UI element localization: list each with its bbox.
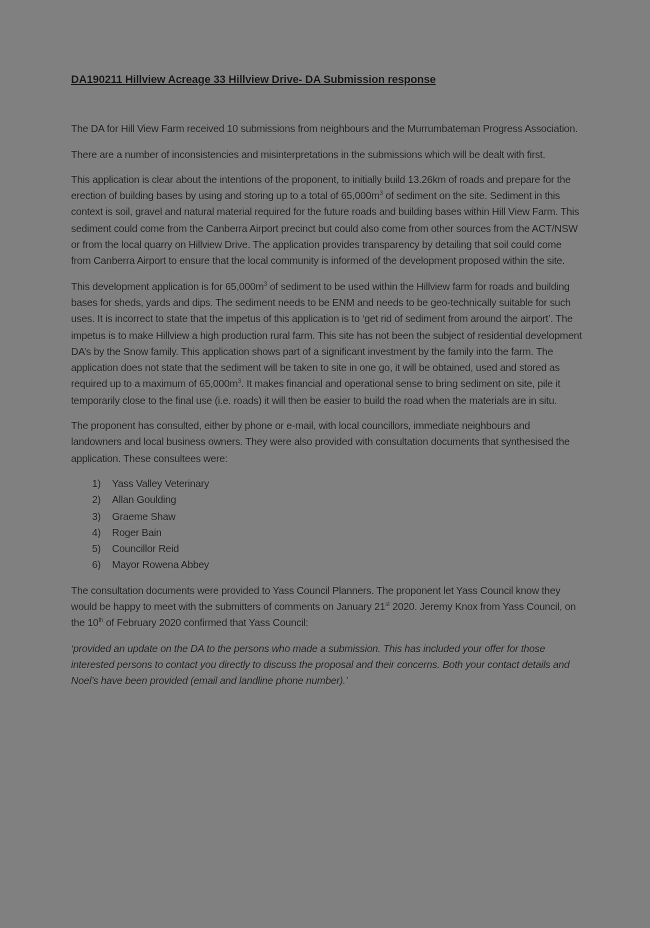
consultee-name: Mayor Rowena Abbey [112,560,209,572]
paragraph-submissions-received: The DA for Hill View Farm received 10 submissions from neighbours and the Murrumbateman Progress Association. [71,124,578,136]
paragraph-sediment-volume [71,280,583,410]
superscript: th [98,618,104,625]
paragraph-application-intentions [71,173,583,271]
consultee-name: Yass Valley Veterinary [112,478,210,490]
list-item [92,510,583,526]
paragraph-consultation: The proponent has consulted, either by phone or e-mail, with local councillors, immediate neighbours and landowners and local business owners. They were also provided with consultation documents that synthesised the application. These consultees were: [71,421,570,465]
text-segment: of sediment on the site. Sediment in this context is soil, gravel and natural material required for the future roads and building bases within Hill View Farm. This sediment could come from the Canberra Airport precinct but could also come from other sources from the ACT/NSW or from the local quarry on Hillview Drive. The application provides transparency by detailing that soil could come from Canberra Airport to ensure that the local community is informed of the development proposed within the site. [71,191,580,268]
list-item [92,542,583,558]
text-segment: 2020. Jeremy Knox from Yass Council, on the 10 [71,602,576,630]
paragraph-council-confirmation [71,584,583,633]
council-quote: ‘provided an update on the DA to the persons who made a submission. This has included your offer for those interested persons to contact you directly to discuss the proposal and their concerns. Both your contact details and Noel’s have been provided (email and landline phone number).’ [71,643,570,688]
text-segment: of February 2020 confirmed that Yass Council: [103,618,309,630]
text-segment: of sediment to be used within the Hillview farm for roads and building bases for sheds, yards and dips. The sediment needs to be ENM and needs to be geo-technically suitable for such uses. It is incorrect to state that the impetus of this application is to ‘get rid of sediment from around the airport’. The impetus is to make Hillview a high production rural farm. This site has not been the subject of residential development DA’s by the Snow family. This application shows part of a significant investment by the family into the farm. The application does not state that the sediment will be taken to site in one go, it will be obtained, used and stored as required up to a maximum of 65,000m [71,281,582,391]
list-number: 4) [92,527,101,539]
consultee-name: Allan Goulding [112,495,177,507]
list-item [92,526,583,542]
list-number: 1) [92,478,101,490]
superscript: 3 [379,191,383,198]
text-segment: . It makes financial and operational sense to bring sediment on site, pile it temporarily close to the final use (i.e. roads) it will then be easier to build the road when the materials are in situ. [71,379,561,407]
superscript: 3 [237,379,242,386]
text-segment: This development application is for 65,000m [71,281,264,293]
text-segment: This application is clear about the intentions of the proponent, to initially build 13.26km of roads and prepare for the erection of building bases by using and storing up to a total of 65,000m [71,174,571,203]
list-number: 3) [92,511,101,523]
document-title: DA190211 Hillview Acreage 33 Hillview Drive- DA Submission response [71,74,436,86]
consultees-list [71,477,583,575]
paragraph-inconsistencies: There are a number of inconsistencies and misinterpretations in the submissions which will be dealt with first. [71,149,546,161]
consultee-name: Roger Bain [112,527,162,539]
list-item [92,477,583,493]
text-segment: The consultation documents were provided to Yass Council Planners. The proponent let Yass Council know they would be happy to meet with the submitters of comments on January 21 [71,585,561,614]
list-item [92,558,583,574]
list-number: 6) [92,560,101,572]
consultee-name: Councillor Reid [112,544,179,556]
superscript: 3 [263,281,268,288]
list-item [92,493,583,509]
list-number: 2) [92,495,101,507]
list-number: 5) [92,544,101,556]
document-page [71,72,583,700]
consultee-name: Graeme Shaw [112,511,176,523]
superscript: st [385,602,390,609]
